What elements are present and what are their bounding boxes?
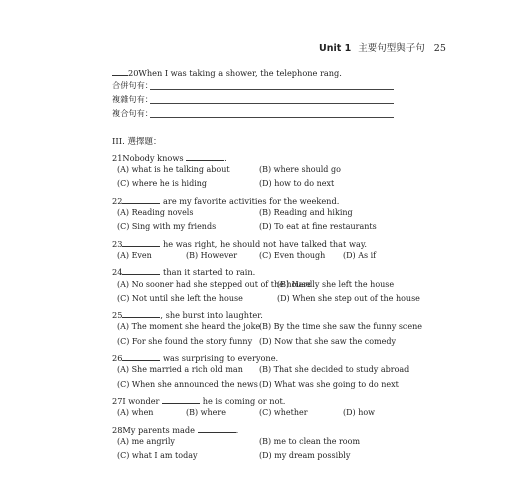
option-b[interactable]: (B) However [186,251,238,260]
question-stem-end: he is coming or not. [202,396,286,406]
question-26 [112,352,278,362]
unit-subtitle: 主要句型與子句 [358,43,425,54]
rewrite-label-compound: 合併句有： [112,80,153,90]
option-d[interactable]: (D) When she step out of the house [277,294,420,303]
question-stem-end: . [224,153,227,163]
option-d[interactable]: (D) how [343,408,376,417]
answer-blank[interactable] [198,424,236,433]
answer-blank[interactable] [122,238,160,247]
question-23 [112,238,367,248]
option-c[interactable]: (C) For she found the story funny [117,337,253,346]
option-a[interactable]: (A) what is he talking about [117,165,230,174]
question-number: 22 [112,196,123,206]
rewrite-label-compound-complex: 複合句有： [112,108,153,118]
question-24 [112,266,255,276]
option-d[interactable]: (D) how to do next [259,179,335,188]
question-stem: My parents made [122,425,196,435]
question-number: 24 [112,267,123,277]
option-c[interactable]: (C) what I am today [117,451,198,460]
option-c[interactable]: (C) When she announced the news [117,380,258,389]
option-c[interactable]: (C) where he is hiding [117,179,208,188]
question-text: When I was taking a shower, the telephone rang. [138,68,342,78]
option-c[interactable]: (C) Sing with my friends [117,222,217,231]
page-number: 25 [433,43,446,54]
rewrite-label-complex: 複雜句有： [112,94,153,104]
option-a[interactable]: (A) Reading novels [117,208,194,217]
option-a[interactable]: (A) when [117,408,154,417]
option-d[interactable]: (D) As if [343,251,377,260]
answer-line[interactable] [150,89,394,90]
question-stem: Nobody knows [122,153,184,163]
option-a[interactable]: (A) Even [117,251,152,260]
question-number: 27 [112,396,123,406]
option-a[interactable]: (A) No sooner had she stepped out of the house [117,280,311,289]
option-c[interactable]: (C) whether [259,408,308,417]
option-d[interactable]: (D) Now that she saw the comedy [259,337,397,346]
question-stem: was surprising to everyone. [163,353,279,363]
option-b[interactable]: (B) me to clean the room [259,437,361,446]
answer-blank[interactable] [122,195,160,204]
page-header [319,44,446,54]
answer-blank[interactable] [186,152,224,161]
answer-line[interactable] [150,117,394,118]
option-b[interactable]: (B) By the time she saw the funny scene [259,322,423,331]
option-d[interactable]: (D) To eat at fine restaurants [259,222,377,231]
question-number: 23 [112,239,123,249]
option-c[interactable]: (C) Even though [259,251,326,260]
option-b[interactable]: (B) where [186,408,226,417]
question-28 [112,424,238,434]
option-a[interactable]: (A) The moment she heard the joke [117,322,261,331]
option-b[interactable]: (B) That she decided to study abroad [259,365,410,374]
answer-blank[interactable] [122,309,160,318]
question-number: 28 [112,425,123,435]
question-21 [112,152,227,162]
answer-blank[interactable] [162,395,200,404]
option-d[interactable]: (D) my dream possibly [259,451,351,460]
question-22 [112,195,339,205]
question-20 [112,67,342,77]
question-stem: than it started to rain. [163,267,256,277]
option-d[interactable]: (D) What was she going to do next [259,380,399,389]
option-b[interactable]: (B) Hardly she left the house [277,280,395,289]
question-stem: I wonder [122,396,160,406]
option-a[interactable]: (A) me angrily [117,437,175,446]
answer-blank[interactable] [112,67,128,76]
question-stem: , she burst into laughter. [160,310,263,320]
question-stem: he was right, he should not have talked that way. [163,239,367,249]
option-b[interactable]: (B) Reading and hiking [259,208,353,217]
question-number: 25 [112,310,123,320]
question-27 [112,395,285,405]
answer-blank[interactable] [122,352,160,361]
option-c[interactable]: (C) Not until she left the house [117,294,243,303]
option-a[interactable]: (A) She married a rich old man [117,365,243,374]
section-title: III. 選擇題： [112,137,162,147]
option-b[interactable]: (B) where should go [259,165,341,174]
answer-line[interactable] [150,103,394,104]
answer-blank[interactable] [122,266,160,275]
question-number: 21 [112,153,123,163]
question-number: 26 [112,353,123,363]
question-stem: are my favorite activities for the weekend. [163,196,340,206]
unit-label: Unit 1 [319,43,352,54]
question-25 [112,309,263,319]
question-stem-end: . [235,425,239,435]
question-number: 20 [128,68,139,78]
